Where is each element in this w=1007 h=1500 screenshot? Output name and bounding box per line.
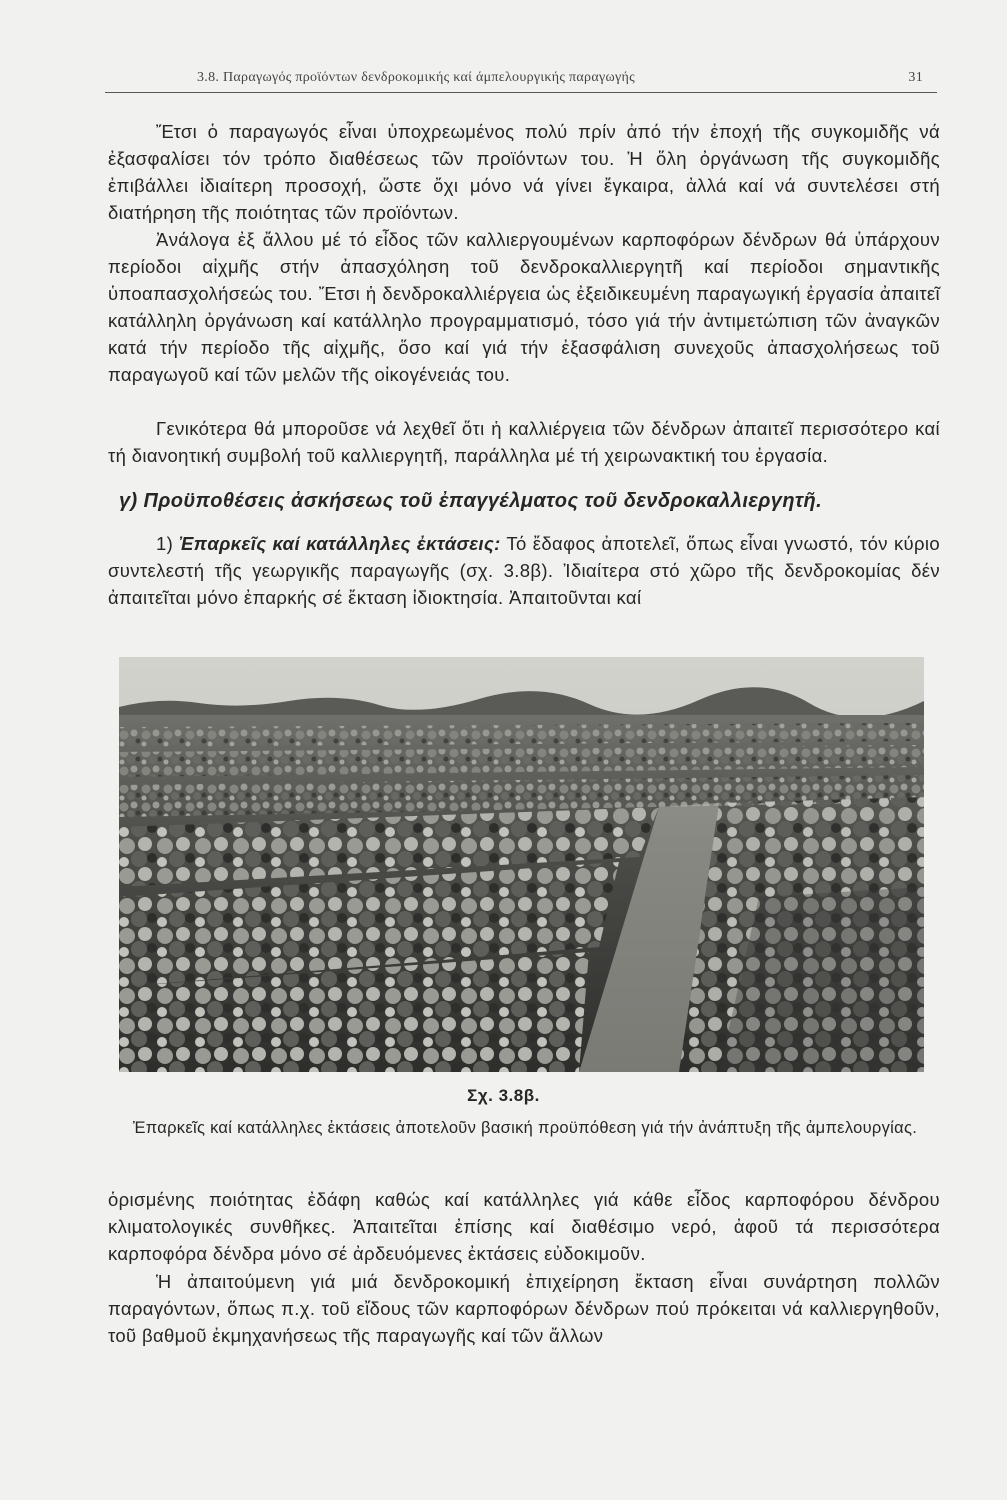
vineyard-photo-graphic: [119, 657, 924, 1072]
point-1-title: Ἐπαρκεῖς καί κατάλληλες ἐκτάσεις:: [179, 533, 501, 554]
point-1-number: 1): [156, 533, 174, 554]
point-1-text: Τό ἔδαφος ἀποτελεῖ, ὅπως εἶναι γνωστό, τόν κύριο συντελεστή τῆς γεωργικῆς παραγωγῆς (σχ. 3.8β). Ἰδιαίτερα στό χῶρο τῆς δενδροκομίας δέν ἀπαιτεῖται μόνο ἐπαρκής σέ ἔκταση ἰδιοκτησία. Ἀπαιτοῦνται καί: [108, 533, 940, 608]
running-header: [105, 66, 937, 93]
paragraph-harvest-organization: Ἔτσι ὁ παραγωγός εἶναι ὑποχρεωμένος πολύ πρίν ἀπό τήν ἐποχή τῆς συγκομιδῆς νά ἐξασφαλίσει τόν τρόπο διαθέσεως τῶν προϊόντων του. Ἡ ὅλη ὀργάνωση τῆς συγκομιδῆς ἐπιβάλλει ἰδιαίτερη προσοχή, ὥστε ὄχι μόνο νά γίνει ἔγκαιρα, ἀλλά καί νά συντελέσει στή διατήρηση τῆς ποιότητας τῶν προϊόντων.: [108, 121, 940, 223]
section-heading: γ) Προϋποθέσεις ἀσκήσεως τοῦ ἐπαγγέλματος τοῦ δενδροκαλλιεργητῆ.: [119, 490, 823, 512]
page-number: 31: [908, 70, 923, 85]
vineyard-photo: [119, 657, 924, 1072]
paragraph-intellectual-contribution: Γενικότερα θά μποροῦσε νά λεχθεῖ ὅτι ἡ καλλιέργεια τῶν δένδρων ἀπαιτεῖ περισσότερο καί τή διανοητική συμβολή τοῦ καλλιεργητῆ, παράλληλα μέ τή χειρωνακτική του ἐργασία.: [108, 418, 940, 466]
paragraph-peak-periods: Ἀνάλογα ἐξ ἄλλου μέ τό εἶδος τῶν καλλιεργουμένων καρποφόρων δένδρων θά ὑπάρχουν περίοδοι αἰχμῆς στήν ἀπασχόληση τοῦ δενδροκαλλιεργητῆ καί περίοδοι σημαντικῆς ὑποαπασχολήσεώς του. Ἔτσι ἡ δενδροκαλλιέργεια ὡς ἐξειδικευμένη παραγωγική ἐργασία ἀπαιτεῖ κατάλληλη ὀργάνωση καί κατάλληλο προγραμματισμό, τόσο γιά τήν ἀντιμετώπιση τῶν ἀναγκῶν κατά τήν περίοδο τῆς αἰχμῆς, ὅσο καί γιά τήν ἐξασφάλιση συνεχοῦς ἀπασχολήσεως τοῦ παραγωγοῦ καί τῶν μελῶν τῆς οἰκογένειάς του.: [108, 229, 940, 385]
paragraph-soil-climate: ὁρισμένης ποιότητας ἐδάφη καθώς καί κατάλληλες γιά κάθε εἶδος καρποφόρου δένδρου κλιματολογικές συνθῆκες. Ἀπαιτεῖται ἐπίσης καί διαθέσιμο νερό, ἀφοῦ τά περισσότερα καρποφόρα δένδρα μόνο σέ ἀρδευόμενες ἐκτάσεις εὐδοκιμοῦν.: [108, 1189, 940, 1264]
paragraph-required-area: Ἡ ἀπαιτούμενη γιά μιά δενδροκομική ἐπιχείρηση ἔκταση εἶναι συνάρτηση πολλῶν παραγόντων, ὅπως π.χ. τοῦ εἴδους τῶν καρποφόρων δένδρων πού πρόκειται νά καλλιεργηθοῦν, τοῦ βαθμοῦ ἐκμηχανήσεως τῆς παραγωγῆς καί τῶν ἄλλων: [108, 1271, 940, 1346]
figure-caption: Ἐπαρκεῖς καί κατάλληλες ἐκτάσεις ἀποτελοῦν βασική προϋπόθεση γιά τήν ἀνάπτυξη τῆς ἀμπελουργίας.: [132, 1119, 918, 1137]
figure-label: Σχ. 3.8β.: [467, 1086, 540, 1105]
paragraph-point-1: [108, 530, 940, 611]
running-header-title: 3.8. Παραγωγός προϊόντων δενδροκομικής καί άμπελουργικής παραγωγής: [197, 70, 635, 85]
